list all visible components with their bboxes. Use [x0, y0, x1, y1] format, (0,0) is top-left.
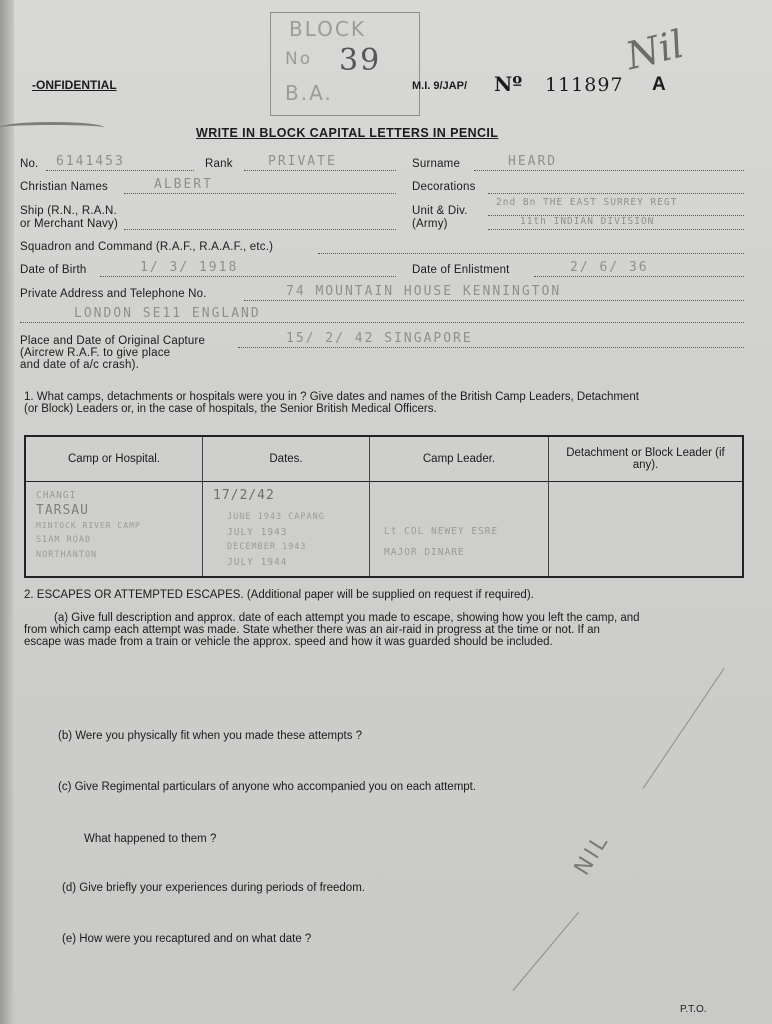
date-entry: [213, 503, 363, 510]
camp-entry: SIAM ROAD: [36, 535, 92, 545]
ref-code: M.I. 9/JAP/: [412, 80, 468, 92]
camps-table: [24, 435, 744, 578]
strike-line-lower: [513, 912, 579, 991]
unit-label-1: Unit & Div.: [412, 205, 468, 217]
stamp-block: BLOCK: [289, 17, 366, 41]
ship-line: [124, 229, 396, 230]
date-entry: JULY 1944: [227, 557, 288, 568]
dob-line: [100, 276, 396, 277]
q1-text-1: 1. What camps, detachments or hospitals were you in ? Give dates and names of the British Camp Leaders, Detachment: [24, 391, 639, 403]
address-line-2: [20, 322, 744, 323]
stamp-no: No: [285, 49, 313, 69]
form-instruction: WRITE IN BLOCK CAPITAL LETTERS IN PENCIL: [196, 126, 499, 140]
no-value: 6141453: [56, 154, 125, 169]
surname-line: [474, 170, 744, 171]
q2a-text-2: from which camp each attempt was made. State whether there was an air-raid in progress at the time or not. If an: [24, 624, 600, 636]
q1-text-2: (or Block) Leaders or, in the case of hospitals, the Senior British Medical Officers.: [24, 403, 437, 415]
q2b-text: (b) Were you physically fit when you made these attempts ?: [58, 730, 363, 742]
q2d-text: (d) Give briefly your experiences during periods of freedom.: [62, 882, 365, 894]
no-line: [46, 170, 194, 171]
confidential-label: -ONFIDENTIAL: [32, 78, 117, 92]
q2e-text: (e) How were you recaptured and on what date ?: [62, 933, 312, 945]
no-label: No.: [20, 158, 39, 170]
squadron-line: [318, 253, 744, 254]
unit-line-2: [488, 229, 744, 230]
dob-label: Date of Birth: [20, 264, 87, 276]
header-camp-leader: Camp Leader.: [370, 436, 549, 482]
date-entry: JULY 1943: [227, 527, 288, 538]
rank-label: Rank: [205, 158, 233, 170]
date-entry: JUNE 1943 CAPANG: [227, 512, 325, 522]
leader-entry: MAJOR DINARE: [384, 547, 465, 558]
decorations-label: Decorations: [412, 181, 476, 193]
q2-title: 2. ESCAPES OR ATTEMPTED ESCAPES. (Additional paper will be supplied on request if required).: [24, 589, 534, 601]
camp-entry: NORTHANTON: [36, 550, 98, 560]
rank-value: PRIVATE: [268, 154, 337, 169]
address-label: Private Address and Telephone No.: [20, 288, 207, 300]
ship-label-2: or Merchant Navy): [20, 218, 118, 230]
enlistment-value: 2/ 6/ 36: [570, 260, 649, 275]
address-value-1: 74 MOUNTAIN HOUSE KENNINGTON: [286, 284, 562, 299]
rank-line: [244, 170, 396, 171]
block-stamp: [270, 12, 420, 116]
leader-entry: [380, 488, 542, 503]
date-entry: DECEMBER 1943: [227, 542, 307, 552]
capture-line: [238, 347, 744, 348]
christian-names-value: ALBERT: [154, 177, 213, 192]
page-edge: [0, 0, 14, 1024]
enlistment-label: Date of Enlistment: [412, 264, 510, 276]
serial-number: 111897: [545, 74, 624, 96]
capture-label-3: and date of a/c crash).: [20, 359, 140, 371]
q2a-text-3: escape was made from a train or vehicle the approx. speed and how it was guarded should be included.: [24, 636, 553, 648]
dob-value: 1/ 3/ 1918: [140, 260, 239, 275]
unit-value-2: 11th INDIAN DIVISION: [520, 216, 655, 227]
enlistment-line: [534, 276, 744, 277]
q2c-text: (c) Give Regimental particulars of anyone who accompanied you on each attempt.: [58, 781, 477, 793]
serial-suffix: A: [652, 74, 666, 95]
unit-value-1: 2nd Bn THE EAST SURREY REGT: [496, 197, 678, 208]
detachment-column: [549, 482, 744, 578]
surname-value: HEARD: [508, 154, 558, 169]
camp-entry: CHANGI: [36, 490, 77, 501]
capture-value: 15/ 2/ 42 SINGAPORE: [286, 331, 473, 346]
nil-strike-text: NIL: [569, 829, 615, 880]
nil-annotation: Nil: [621, 21, 689, 79]
decorations-line: [488, 193, 744, 194]
dates-column: [203, 482, 370, 578]
camps-column: [25, 482, 203, 578]
address-line-1: [244, 300, 744, 301]
strike-line-upper: [643, 668, 725, 789]
q2a-text-1: (a) Give full description and approx. date of each attempt you made to escape, showing how you left the camp, and: [54, 612, 640, 624]
leaders-column: [370, 482, 549, 578]
christian-names-label: Christian Names: [20, 181, 108, 193]
surname-label: Surname: [412, 158, 461, 170]
stamp-number: 39: [339, 43, 382, 78]
camp-entry: MINTOCK RIVER CAMP: [36, 521, 141, 530]
capture-label-2: (Aircrew R.A.F. to give place: [20, 347, 171, 359]
q2c-followup: What happened to them ?: [84, 833, 217, 845]
squadron-label: Squadron and Command (R.A.F., R.A.A.F., etc.): [20, 241, 274, 253]
camp-entry: TARSAU: [36, 503, 89, 518]
header-camp: Camp or Hospital.: [25, 436, 203, 482]
binding-string: [0, 122, 104, 133]
header-dates: Dates.: [203, 436, 370, 482]
stamp-ba: B.A.: [285, 81, 333, 105]
leader-entry: Lt COL NEWEY ESRE: [384, 526, 499, 537]
header-detachment: Detachment or Block Leader (if any).: [549, 436, 744, 482]
date-entry: 17/2/42: [213, 488, 275, 503]
capture-label-1: Place and Date of Original Capture: [20, 335, 206, 347]
number-sign: Nº: [494, 72, 523, 96]
address-value-2: LONDON SE11 ENGLAND: [74, 306, 261, 321]
leader-entry: [380, 503, 542, 518]
christian-names-line: [124, 193, 396, 194]
pto-label: P.T.O.: [680, 1004, 707, 1015]
ship-label-1: Ship (R.N., R.A.N.: [20, 205, 117, 217]
unit-label-2: (Army): [412, 218, 448, 230]
